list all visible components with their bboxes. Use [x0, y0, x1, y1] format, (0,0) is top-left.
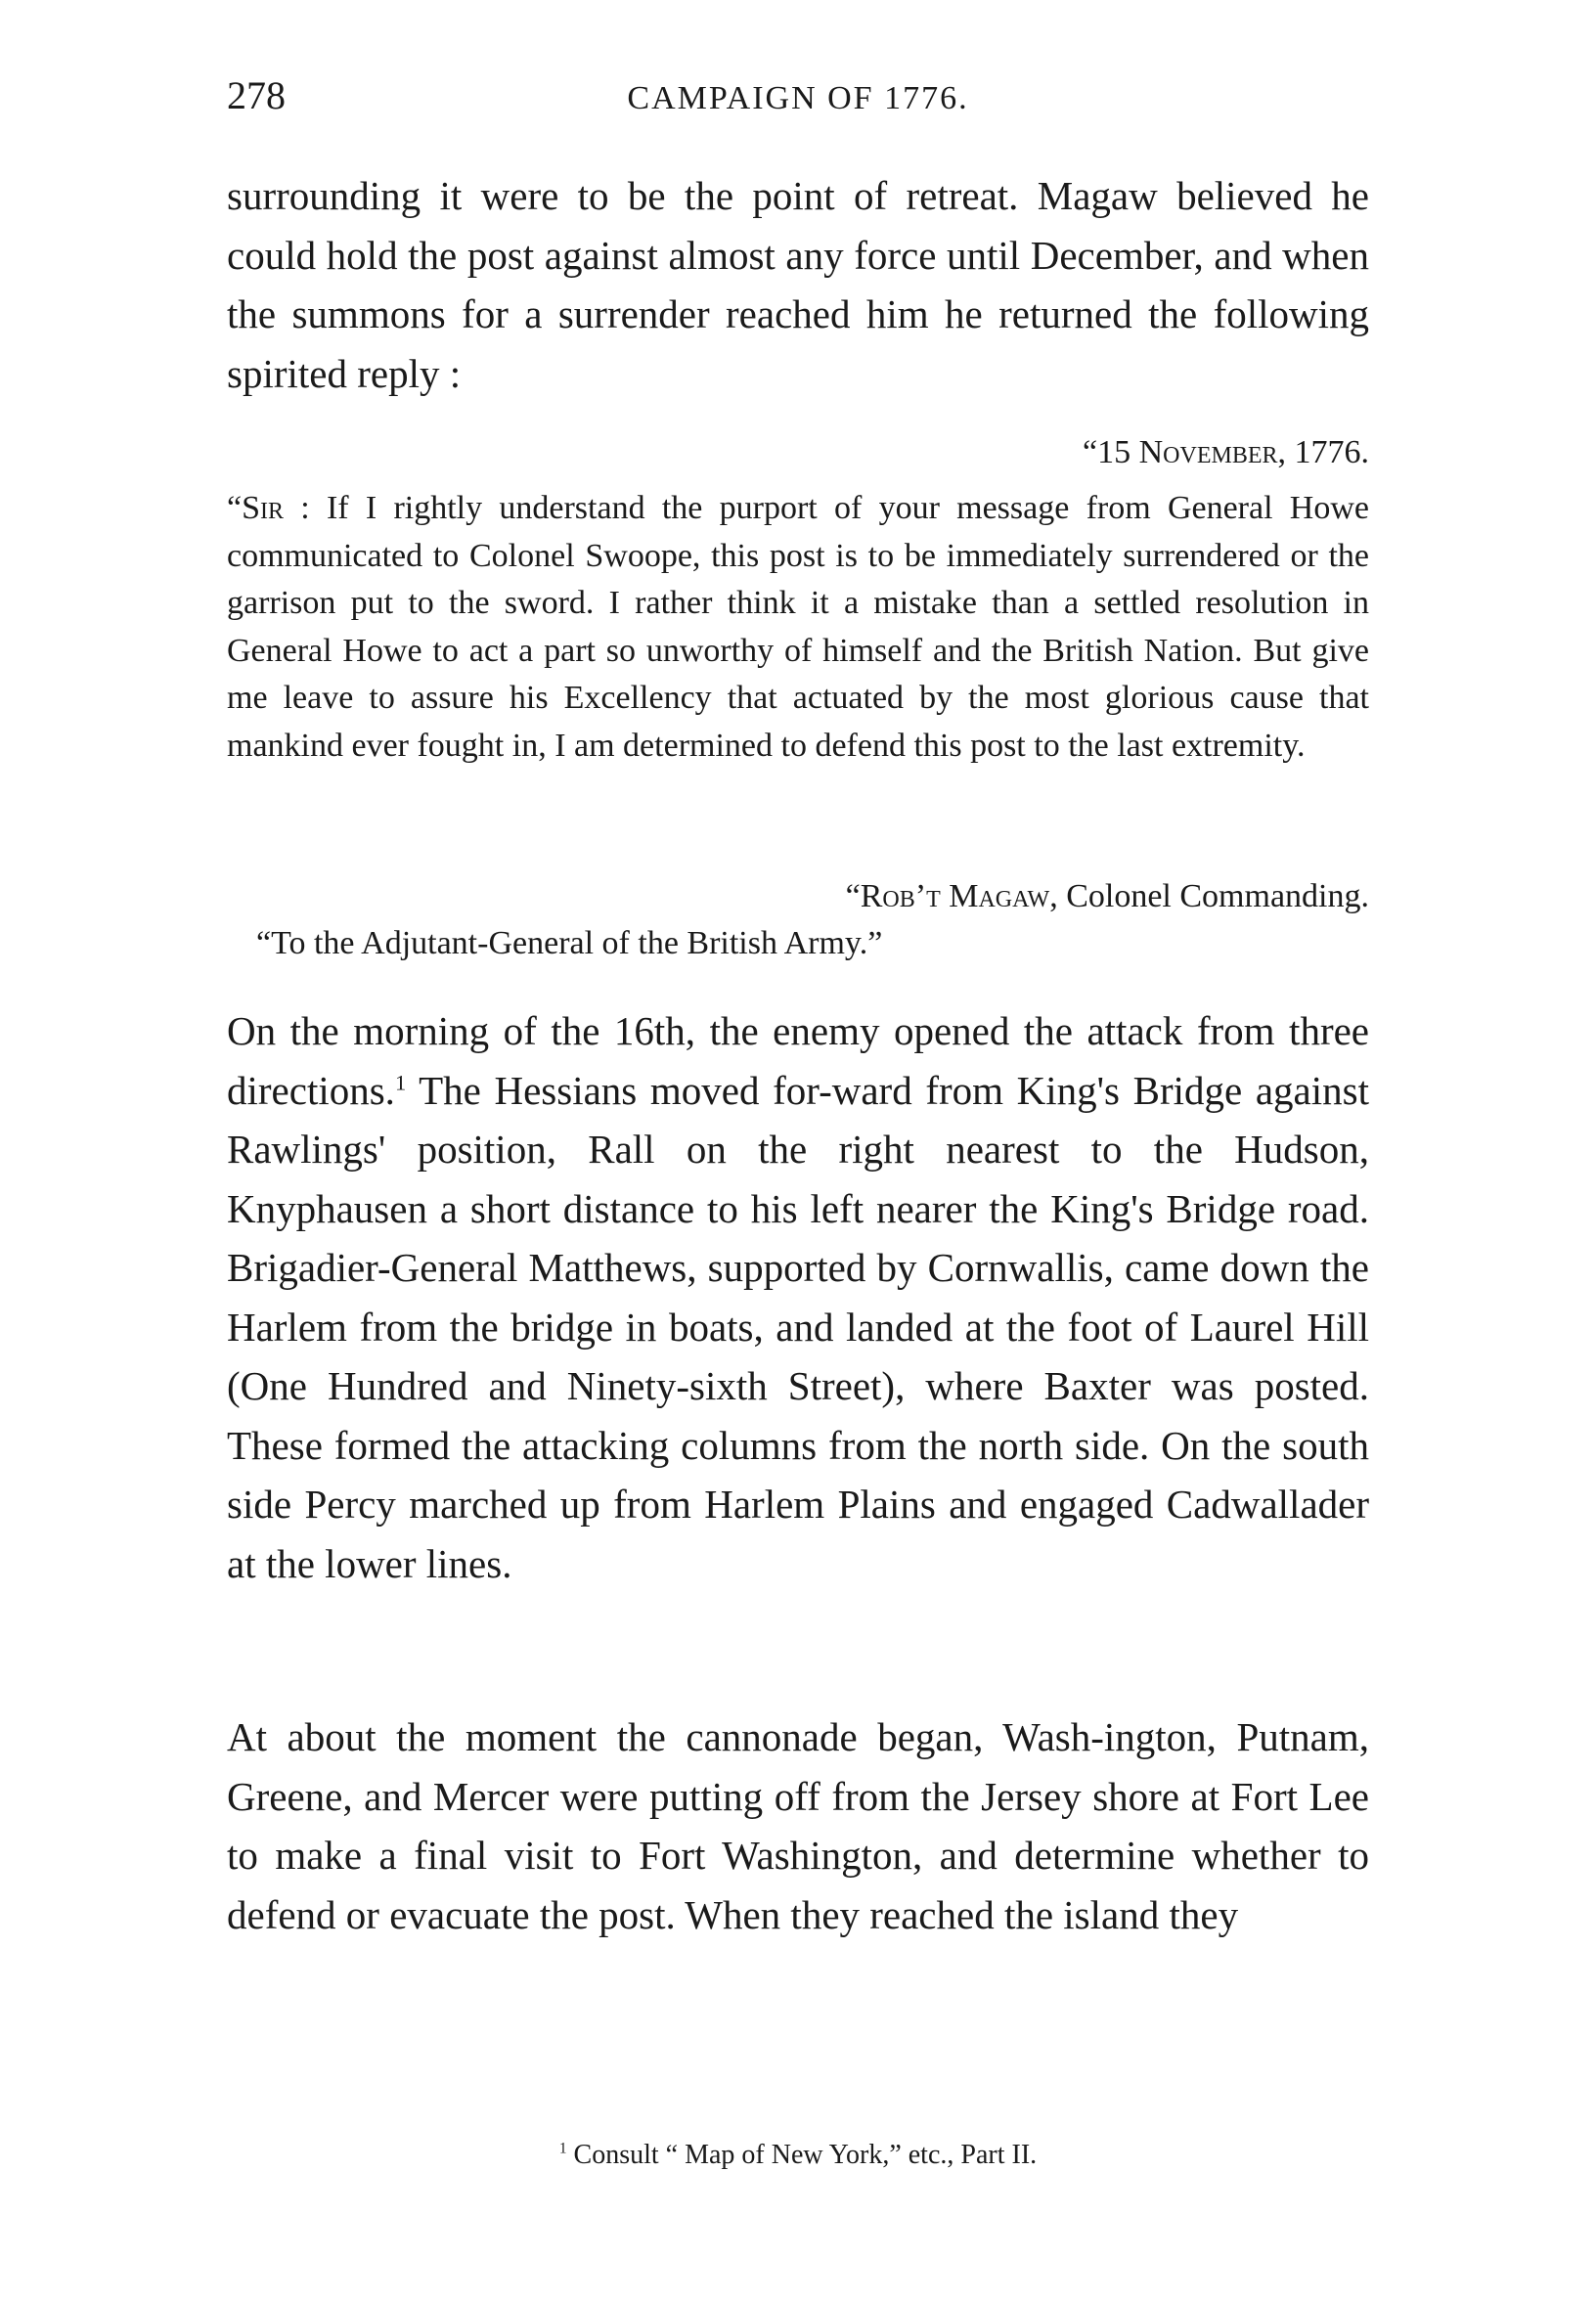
- paragraph-2-block: [227, 1001, 1369, 1593]
- signature-name: “Rob’t Magaw,: [845, 878, 1058, 914]
- paragraph-2-part-b: The Hessians moved for-ward from King's Bridge against Rawlings' position, Rall on the right nearest to the Hudson, Knyphausen a short distance to his left nearer the King's Bridge road. Brigadier-General Matthews, supported by Cornwallis, came down the Harlem from the bridge in boats, and landed at the foot of Laurel Hill (One Hundred and Ninety-sixth Street), where Baxter was posted. These formed the attacking columns from the north side. On the south side Percy marched up from Harlem Plains and engaged Cadwallader at the lower lines.: [227, 1067, 1369, 1586]
- paragraph-3: At about the moment the cannonade began, Wash-ington, Putnam, Greene, and Mercer were putting off from the Jersey shore at Fort Lee to make a final visit to Fort Washington, and determine whether to defend or evacuate the post. When they reached the island they: [227, 1714, 1369, 1937]
- footnote: [0, 2142, 1596, 2169]
- paragraph-1: surrounding it were to be the point of retreat. Magaw believed he could hold the post against almost any force until December, and when the summons for a surrender reached him he returned the following spirited reply :: [227, 173, 1369, 396]
- letter-date: “15 November, 1776.: [1083, 434, 1369, 470]
- letter-addressee: “To the Adjutant-General of the British Army.”: [256, 925, 883, 961]
- letter-signature: [846, 880, 1369, 913]
- letter-body: [227, 485, 1369, 770]
- letter-salutation: “Sir :: [227, 490, 310, 526]
- paragraph-1-block: [227, 166, 1369, 403]
- paragraph-3-block: [227, 1707, 1369, 1944]
- page-number: 278: [227, 73, 286, 117]
- letter-body-text: If I rightly understand the purport of your message from General Howe communicated to Colonel Swoope, this post is to be immediately surrendered or the garrison put to the sword. I rather think it a mistake than a settled resolution in General Howe to act a part so unworthy of himself and the British Nation. But give me leave to assure his Excellency that actuated by the most glorious cause that mankind ever fought in, I am determined to defend this post to the last extremity.: [227, 490, 1369, 764]
- footnote-reference: 1: [394, 1069, 407, 1094]
- footnote-text: Consult “ Map of New York,” etc., Part II.: [566, 2140, 1038, 2170]
- letter-block: [227, 485, 1369, 770]
- paragraph-2: [227, 1001, 1369, 1593]
- running-title: CAMPAIGN OF 1776.: [627, 80, 969, 116]
- footnote-mark: 1: [558, 2140, 567, 2157]
- paragraph-2-part-a: On the morning of the 16th, the enemy opened the attack from three directions.: [227, 1008, 1369, 1113]
- signature-title: Colonel Commanding.: [1057, 878, 1369, 914]
